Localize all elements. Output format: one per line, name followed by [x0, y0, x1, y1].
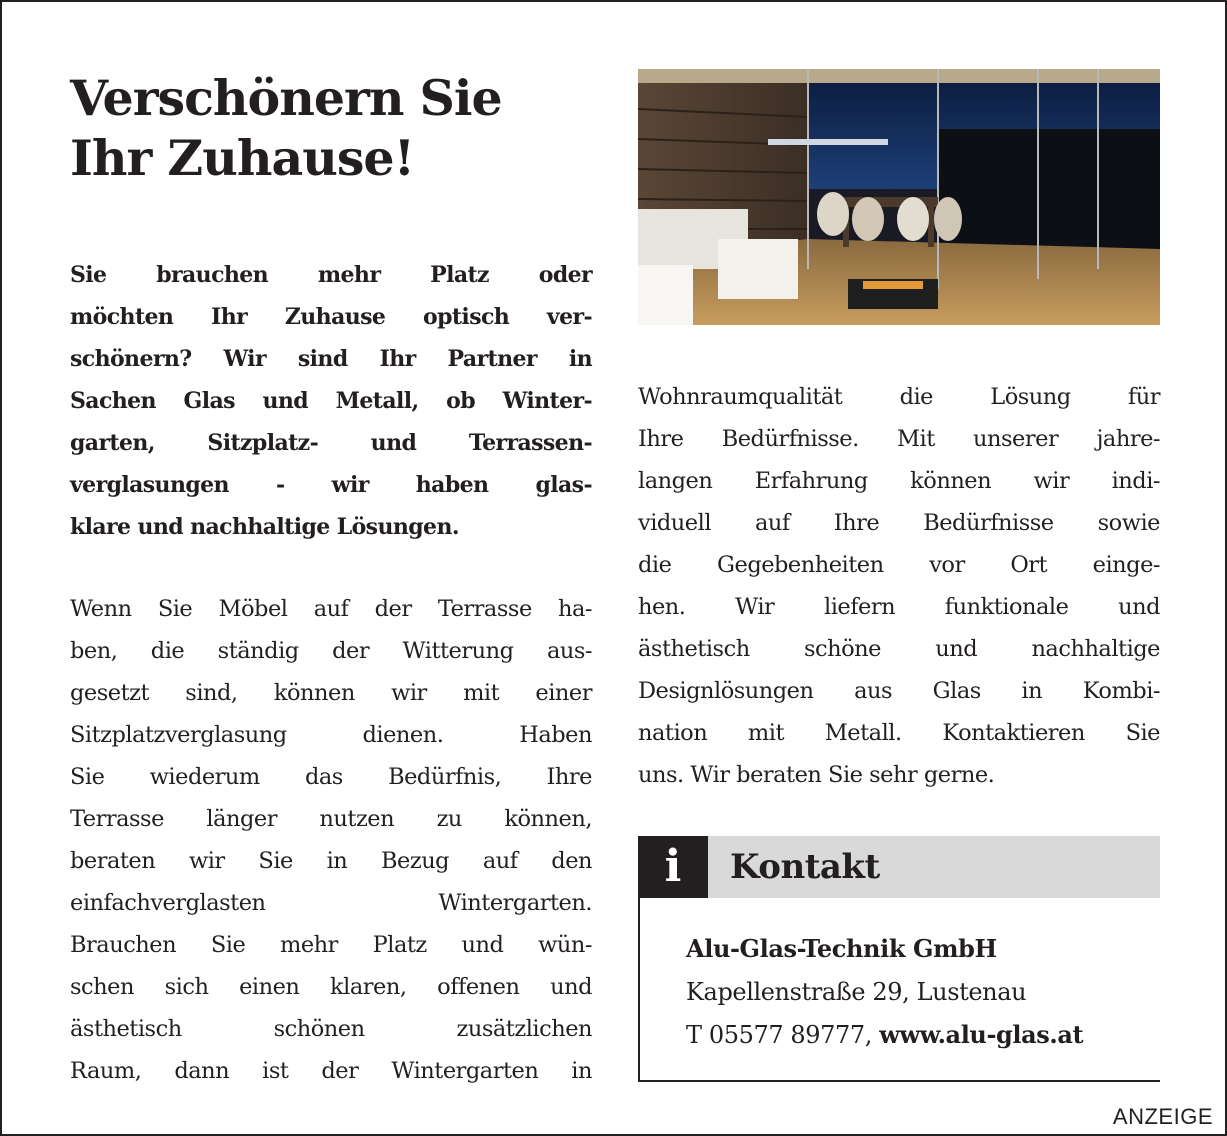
body-line: uns. Wir beraten Sie sehr gerne.: [638, 762, 995, 788]
body-line: viduell auf Ihre Bedürfnisse sowie: [638, 510, 1160, 536]
body-line: langen Erfahrung können wir indi-: [638, 468, 1160, 494]
contact-header: [638, 836, 1160, 898]
headline-line: Ihr Zuhause!: [70, 129, 415, 187]
body-line: Designlösungen aus Glas in Kombi-: [638, 678, 1160, 704]
lead-paragraph: [70, 254, 592, 548]
body-line: ästhetisch schöne und nachhaltige: [638, 636, 1160, 662]
contact-line: [686, 1020, 1083, 1049]
lead-line: möchten Ihr Zuhause optisch ver-: [70, 304, 592, 330]
body-line: nation mit Metall. Kontaktieren Sie: [638, 720, 1160, 746]
lead-line: klare und nachhaltige Lösungen.: [70, 514, 459, 540]
contact-box: [638, 898, 1160, 1082]
advertisement-label: ANZEIGE: [1112, 1104, 1213, 1129]
body-line: die Gegebenheiten vor Ort einge-: [638, 552, 1160, 578]
body-line: hen. Wir liefern funktionale und: [638, 594, 1160, 620]
body-line: Ihre Bedürfnisse. Mit unserer jahre-: [638, 426, 1160, 452]
body-line: Raum, dann ist der Wintergarten in: [70, 1058, 592, 1084]
lead-line: garten, Sitzplatz- und Terrassen-: [70, 430, 592, 456]
lead-line: Sachen Glas und Metall, ob Winter-: [70, 388, 592, 414]
company-name: Alu-Glas-Technik GmbH: [686, 934, 997, 963]
body-line: Terrasse länger nutzen zu können,: [70, 806, 592, 832]
headline: [70, 68, 610, 188]
company-address: Kapellenstraße 29, Lustenau: [686, 978, 1027, 1006]
body-line: gesetzt sind, können wir mit einer: [70, 680, 592, 706]
body-line: ben, die ständig der Witterung aus-: [70, 638, 592, 664]
body-line: Wenn Sie Möbel auf der Terrasse ha-: [70, 596, 592, 622]
body-line: Wohnraumqualität die Lösung für: [638, 384, 1160, 410]
lead-line: schönern? Wir sind Ihr Partner in: [70, 346, 592, 372]
body-line: ästhetisch schönen zusätzlichen: [70, 1016, 592, 1042]
phone-number: T 05577 89777,: [686, 1021, 872, 1049]
headline-line: Verschönern Sie: [70, 69, 502, 127]
body-line: Sitzplatzverglasung dienen. Haben: [70, 722, 592, 748]
body-line: Brauchen Sie mehr Platz und wün-: [70, 932, 592, 958]
body-line: Sie wiederum das Bedürfnis, Ihre: [70, 764, 592, 790]
body-line: schen sich einen klaren, offenen und: [70, 974, 592, 1000]
lead-line: verglasungen - wir haben glas-: [70, 472, 592, 498]
contact-title: Kontakt: [730, 847, 880, 887]
body-text-right: [638, 376, 1160, 796]
lead-line: Sie brauchen mehr Platz oder: [70, 262, 592, 288]
website-link[interactable]: www.alu-glas.at: [879, 1020, 1084, 1049]
body-line: einfachverglasten Wintergarten.: [70, 890, 592, 916]
body-text-left: [70, 588, 592, 1092]
wintergarden-photo: [638, 69, 1160, 325]
body-line: beraten wir Sie in Bezug auf den: [70, 848, 592, 874]
info-icon: i: [638, 836, 708, 898]
